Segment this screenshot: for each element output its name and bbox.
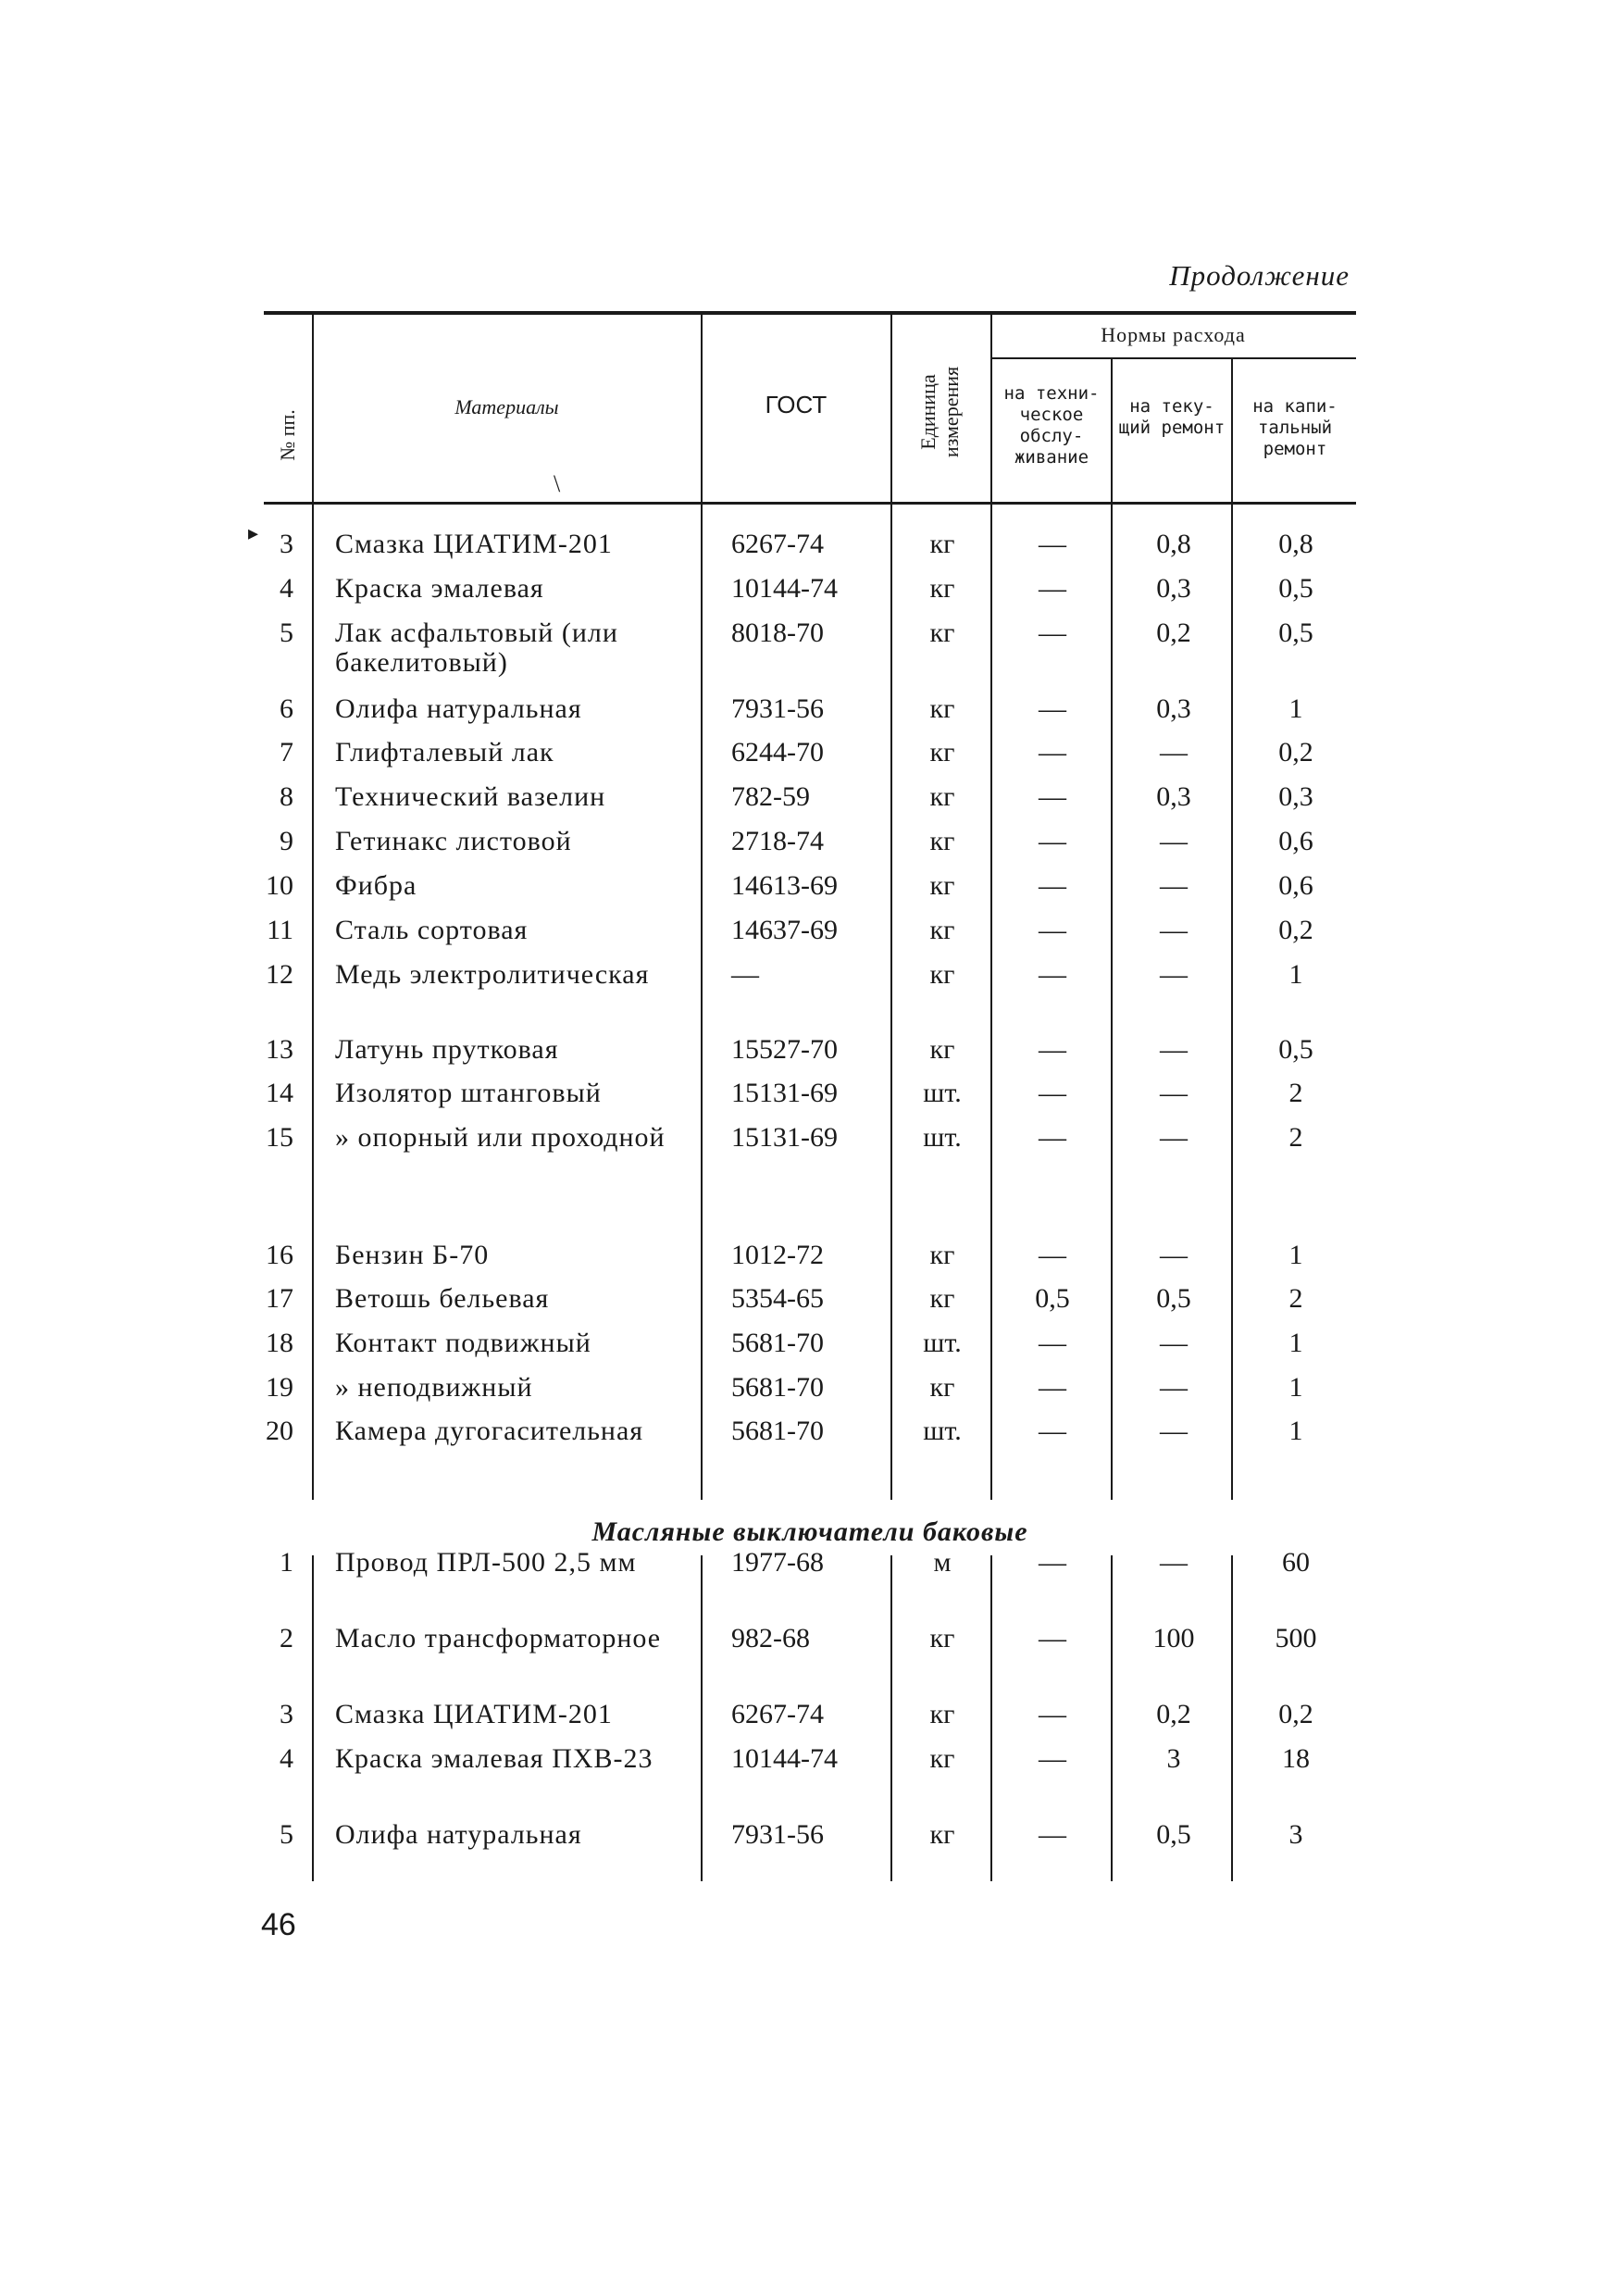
unit-of-measure: кг (929, 573, 955, 604)
unit-of-measure: кг (929, 1034, 955, 1065)
row-number: 6 (280, 693, 293, 724)
norm-capital-repair: 0,5 (1278, 573, 1313, 604)
gost-code: 8018-70 (731, 618, 824, 648)
material-name: Масло трансформаторное (335, 1623, 662, 1653)
norm-maintenance: — (1039, 693, 1066, 724)
norm-current-repair: — (1160, 915, 1188, 945)
unit-of-measure: шт. (923, 1078, 962, 1108)
norm-current-repair: — (1160, 1034, 1188, 1065)
norm-maintenance: — (1039, 1328, 1066, 1358)
material-name: Камера дугогасительная (335, 1416, 644, 1446)
header-num: № пп. (276, 409, 299, 461)
norm-current-repair: 0,3 (1156, 693, 1191, 724)
material-name: Краска эмалевая ПХВ-23 (335, 1743, 653, 1774)
gost-code: 6244-70 (731, 737, 824, 767)
norm-maintenance: — (1039, 1743, 1066, 1774)
header-gost: ГОСТ (765, 391, 828, 418)
gost-code: — (731, 959, 759, 990)
row-number: 1 (280, 1547, 293, 1578)
norm-capital-repair: 0,2 (1278, 1699, 1313, 1729)
material-name: » неподвижный (335, 1372, 533, 1403)
material-name: Фибра (335, 870, 417, 901)
norm-maintenance: — (1039, 1699, 1066, 1729)
unit-of-measure: м (933, 1547, 952, 1578)
norm-maintenance: — (1039, 737, 1066, 767)
material-name: Олифа натуральная (335, 693, 582, 724)
norm-maintenance: — (1039, 573, 1066, 604)
table-top-rule (264, 311, 1356, 315)
norm-maintenance: — (1039, 1819, 1066, 1850)
norm-capital-repair: 0,6 (1278, 870, 1313, 901)
section-title: Масляные выключатели баковые (591, 1516, 1028, 1547)
material-name: Контакт подвижный (335, 1328, 591, 1358)
header-materials: Материалы (454, 395, 559, 418)
norm-current-repair: — (1160, 1078, 1188, 1108)
row-number: 16 (266, 1240, 293, 1270)
gost-code: 15131-69 (731, 1122, 838, 1153)
norm-maintenance: — (1039, 1034, 1066, 1065)
unit-of-measure: кг (929, 1699, 955, 1729)
norm-current-repair: — (1160, 959, 1188, 990)
col-divider (890, 1555, 892, 1881)
header-norm-current-repair: на теку-щий ремонт (1118, 396, 1226, 438)
norm-maintenance: — (1039, 870, 1066, 901)
norm-current-repair: 0,5 (1156, 1283, 1191, 1314)
gost-code: 1012-72 (731, 1240, 824, 1270)
norm-current-repair: — (1160, 1372, 1188, 1403)
margin-mark: ▸ (248, 521, 259, 544)
col-divider (890, 315, 892, 502)
norm-capital-repair: 1 (1288, 1328, 1303, 1358)
material-name: Смазка ЦИАТИМ-201 (335, 529, 613, 559)
col-divider (312, 1555, 314, 1881)
unit-of-measure: кг (929, 1240, 955, 1270)
norm-capital-repair: 2 (1288, 1078, 1303, 1108)
row-number: 7 (280, 737, 293, 767)
material-name: Бензин Б-70 (335, 1240, 490, 1270)
norm-capital-repair: 1 (1288, 1416, 1303, 1446)
material-name: Краска эмалевая (335, 573, 544, 604)
unit-of-measure: кг (929, 826, 955, 856)
header-norm-maintenance: на техни-ческое обслу-живание (1003, 383, 1100, 468)
unit-of-measure: кг (929, 870, 955, 901)
material-name: » опорный или проходной (335, 1122, 666, 1153)
norm-maintenance: — (1039, 826, 1066, 856)
gost-code: 5681-70 (731, 1372, 824, 1403)
norm-capital-repair: 1 (1288, 1240, 1303, 1270)
material-name: Технический вазелин (335, 781, 606, 812)
material-name: Лак асфальтовый (или бакелитовый) (335, 618, 618, 678)
col-divider (890, 505, 892, 1500)
norm-capital-repair: 2 (1288, 1122, 1303, 1153)
norm-current-repair: — (1160, 870, 1188, 901)
unit-of-measure: кг (929, 915, 955, 945)
header-unit: Единица измерения (916, 366, 963, 458)
material-name: Смазка ЦИАТИМ-201 (335, 1699, 613, 1729)
unit-of-measure: кг (929, 1283, 955, 1314)
norm-current-repair: — (1160, 1328, 1188, 1358)
page-number: 46 (261, 1907, 296, 1942)
material-name: Латунь прутковая (335, 1034, 559, 1065)
unit-of-measure: кг (929, 781, 955, 812)
row-number: 19 (266, 1372, 293, 1403)
norm-maintenance: — (1039, 781, 1066, 812)
row-number: 17 (266, 1283, 293, 1314)
unit-of-measure: кг (929, 1372, 955, 1403)
norm-maintenance: — (1039, 959, 1066, 990)
norm-current-repair: 0,5 (1156, 1819, 1191, 1850)
unit-of-measure: кг (929, 959, 955, 990)
norm-capital-repair: 0,3 (1278, 781, 1313, 812)
unit-of-measure: кг (929, 529, 955, 559)
col-divider (701, 315, 703, 502)
norm-maintenance: 0,5 (1035, 1283, 1070, 1314)
row-number: 13 (266, 1034, 293, 1065)
gost-code: 6267-74 (731, 529, 824, 559)
row-number: 20 (266, 1416, 293, 1446)
norm-maintenance: — (1039, 1078, 1066, 1108)
unit-of-measure: кг (929, 618, 955, 648)
gost-code: 2718-74 (731, 826, 824, 856)
row-number: 4 (280, 1743, 293, 1774)
row-number: 12 (266, 959, 293, 990)
norm-current-repair: — (1160, 737, 1188, 767)
norm-current-repair: — (1160, 826, 1188, 856)
col-divider (1231, 359, 1233, 502)
col-divider (312, 315, 314, 502)
norm-capital-repair: 0,8 (1278, 529, 1313, 559)
gost-code: 7931-56 (731, 1819, 824, 1850)
norm-maintenance: — (1039, 1547, 1066, 1578)
norm-capital-repair: 0,2 (1278, 915, 1313, 945)
norm-capital-repair: 0,5 (1278, 618, 1313, 648)
norm-current-repair: 0,3 (1156, 781, 1191, 812)
norm-maintenance: — (1039, 1240, 1066, 1270)
norm-maintenance: — (1039, 1122, 1066, 1153)
gost-code: 15527-70 (731, 1034, 838, 1065)
gost-code: 5681-70 (731, 1416, 824, 1446)
norm-capital-repair: 0,6 (1278, 826, 1313, 856)
material-name: Провод ПРЛ-500 2,5 мм (335, 1547, 637, 1578)
row-number: 5 (280, 618, 293, 648)
gost-code: 1977-68 (731, 1547, 824, 1578)
gost-code: 10144-74 (731, 1743, 838, 1774)
norm-capital-repair: 500 (1275, 1623, 1317, 1653)
col-divider (312, 505, 314, 1500)
row-number: 3 (280, 1699, 293, 1729)
material-name: Медь электролитическая (335, 959, 650, 990)
norm-current-repair: 0,3 (1156, 573, 1191, 604)
row-number: 5 (280, 1819, 293, 1850)
material-name: Гетинакс листовой (335, 826, 572, 856)
header-norms: Нормы расхода (1101, 323, 1246, 346)
row-number: 15 (266, 1122, 293, 1153)
norm-capital-repair: 3 (1288, 1819, 1303, 1850)
norm-capital-repair: 1 (1288, 1372, 1303, 1403)
material-name: Изолятор штанговый (335, 1078, 602, 1108)
unit-of-measure: кг (929, 1819, 955, 1850)
norm-current-repair: 0,2 (1156, 618, 1191, 648)
row-number: 2 (280, 1623, 293, 1653)
norm-capital-repair: 60 (1282, 1547, 1310, 1578)
gost-code: 14613-69 (731, 870, 838, 901)
norm-capital-repair: 1 (1288, 959, 1303, 990)
norm-maintenance: — (1039, 915, 1066, 945)
norm-maintenance: — (1039, 529, 1066, 559)
material-name: Олифа натуральная (335, 1819, 582, 1850)
unit-of-measure: кг (929, 737, 955, 767)
row-number: 4 (280, 573, 293, 604)
unit-of-measure: шт. (923, 1122, 962, 1153)
gost-code: 15131-69 (731, 1078, 838, 1108)
norm-current-repair: — (1160, 1416, 1188, 1446)
norm-capital-repair: 0,2 (1278, 737, 1313, 767)
gost-code: 6267-74 (731, 1699, 824, 1729)
norm-maintenance: — (1039, 618, 1066, 648)
norm-current-repair: 0,2 (1156, 1699, 1191, 1729)
row-number: 10 (266, 870, 293, 901)
gost-code: 7931-56 (731, 693, 824, 724)
gost-code: 5354-65 (731, 1283, 824, 1314)
norm-current-repair: — (1160, 1122, 1188, 1153)
row-number: 9 (280, 826, 293, 856)
norm-current-repair: — (1160, 1547, 1188, 1578)
unit-of-measure: шт. (923, 1328, 962, 1358)
stray-mark: \ (554, 470, 561, 497)
norm-maintenance: — (1039, 1416, 1066, 1446)
col-divider (1111, 359, 1113, 502)
unit-of-measure: кг (929, 693, 955, 724)
row-number: 8 (280, 781, 293, 812)
norm-capital-repair: 18 (1282, 1743, 1310, 1774)
norm-capital-repair: 1 (1288, 693, 1303, 724)
col-divider (701, 505, 703, 1500)
col-divider (701, 1555, 703, 1881)
gost-code: 5681-70 (731, 1328, 824, 1358)
table-header-rule (264, 502, 1356, 505)
norm-maintenance: — (1039, 1372, 1066, 1403)
material-name: Сталь сортовая (335, 915, 529, 945)
unit-of-measure: кг (929, 1623, 955, 1653)
continuation-label: Продолжение (1169, 259, 1350, 292)
gost-code: 982-68 (731, 1623, 810, 1653)
row-number: 3 (280, 529, 293, 559)
norms-header-rule (990, 357, 1356, 359)
norm-maintenance: — (1039, 1623, 1066, 1653)
material-name: Глифталевый лак (335, 737, 554, 767)
norm-capital-repair: 0,5 (1278, 1034, 1313, 1065)
header-norm-capital-repair: на капи-тальный ремонт (1252, 396, 1338, 459)
unit-of-measure: кг (929, 1743, 955, 1774)
unit-of-measure: шт. (923, 1416, 962, 1446)
row-number: 18 (266, 1328, 293, 1358)
norm-current-repair: 3 (1166, 1743, 1181, 1774)
gost-code: 14637-69 (731, 915, 838, 945)
norm-current-repair: 100 (1152, 1623, 1195, 1653)
gost-code: 782-59 (731, 781, 810, 812)
norm-current-repair: 0,8 (1156, 529, 1191, 559)
row-number: 14 (266, 1078, 293, 1108)
material-name: Ветошь бельевая (335, 1283, 550, 1314)
row-number: 11 (267, 915, 293, 945)
norm-capital-repair: 2 (1288, 1283, 1303, 1314)
norm-current-repair: — (1160, 1240, 1188, 1270)
gost-code: 10144-74 (731, 573, 838, 604)
